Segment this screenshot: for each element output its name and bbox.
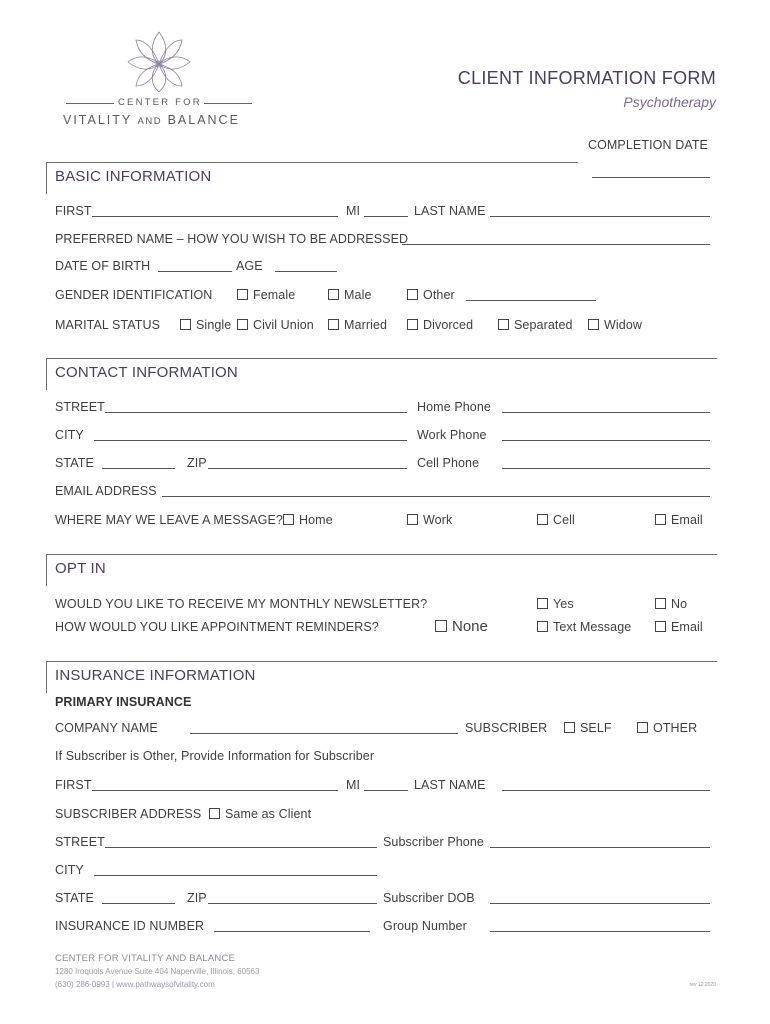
sub-street-label: STREET	[55, 835, 105, 849]
last-name-field[interactable]	[490, 216, 710, 217]
checkbox-icon[interactable]	[564, 722, 575, 733]
reminders-question: HOW WOULD YOU LIKE APPOINTMENT REMINDERS?	[55, 620, 379, 634]
primary-insurance-label: PRIMARY INSURANCE	[55, 695, 192, 709]
message-home-option[interactable]: Home	[283, 513, 333, 527]
sub-street-field[interactable]	[105, 847, 377, 848]
sub-state-label: STATE	[55, 891, 94, 905]
logo-balance: BALANCE	[167, 113, 240, 127]
marital-married-option[interactable]: Married	[328, 318, 387, 332]
basic-section-rule	[46, 162, 578, 163]
sub-city-field[interactable]	[94, 875, 377, 876]
newsletter-question: WOULD YOU LIKE TO RECEIVE MY MONTHLY NEWSLETTER?	[55, 597, 428, 611]
marital-divorced-option[interactable]: Divorced	[407, 318, 473, 332]
home-phone-label: Home Phone	[417, 400, 491, 414]
zip-field[interactable]	[208, 468, 407, 469]
checkbox-icon[interactable]	[407, 289, 418, 300]
checkbox-icon[interactable]	[180, 319, 191, 330]
street-field[interactable]	[105, 412, 407, 413]
if-other-note: If Subscriber is Other, Provide Information for Subscriber	[55, 749, 375, 763]
email-address-label: EMAIL ADDRESS	[55, 484, 157, 498]
message-email-option[interactable]: Email	[655, 513, 703, 527]
logo-rule-right	[204, 103, 252, 104]
subscriber-phone-label: Subscriber Phone	[383, 835, 484, 849]
basic-section-bar	[46, 162, 47, 194]
footer-address: 1280 Iroquois Avenue Suite 404 Naperville, Illinois, 60563	[55, 967, 260, 976]
gender-other-option[interactable]: Other	[407, 288, 455, 302]
logo-line2	[63, 113, 240, 127]
marital-single-option[interactable]: Single	[180, 318, 231, 332]
age-field[interactable]	[275, 271, 337, 272]
sub-mi-label: MI	[346, 778, 361, 792]
form-subtitle: Psychotherapy	[623, 94, 716, 110]
reminders-none-option[interactable]: None	[435, 618, 488, 635]
checkbox-icon[interactable]	[283, 514, 294, 525]
street-label: STREET	[55, 400, 105, 414]
state-label: STATE	[55, 456, 94, 470]
footer-contact: (630) 286-0993 | www.pathwaysofvitality.com	[55, 980, 215, 989]
subscriber-address-label: SUBSCRIBER ADDRESS	[55, 807, 202, 821]
mi-field[interactable]	[364, 216, 408, 217]
marital-widow-option[interactable]: Widow	[588, 318, 642, 332]
preferred-name-label: PREFERRED NAME – HOW YOU WISH TO BE ADDRESSED	[55, 232, 409, 246]
dob-field[interactable]	[158, 271, 232, 272]
contact-section-bar	[46, 358, 47, 390]
insurance-section-rule	[46, 661, 717, 662]
basic-heading: BASIC INFORMATION	[55, 168, 212, 185]
newsletter-yes-option[interactable]: Yes	[537, 597, 574, 611]
sub-state-field[interactable]	[102, 903, 175, 904]
sub-first-label: FIRST	[55, 778, 92, 792]
group-number-label: Group Number	[383, 919, 467, 933]
message-label: WHERE MAY WE LEAVE A MESSAGE?	[55, 513, 283, 527]
reminders-text-option[interactable]: Text Message	[537, 620, 631, 634]
lotus-flower-icon	[120, 28, 198, 94]
contact-heading: CONTACT INFORMATION	[55, 364, 238, 381]
checkbox-icon[interactable]	[537, 598, 548, 609]
subscriber-phone-field[interactable]	[490, 847, 710, 848]
sub-mi-field[interactable]	[364, 790, 408, 791]
logo-vitality: VITALITY	[63, 113, 133, 127]
state-field[interactable]	[102, 468, 175, 469]
sub-last-name-label: LAST NAME	[414, 778, 486, 792]
home-phone-field[interactable]	[502, 412, 710, 413]
sub-city-label: CITY	[55, 863, 84, 877]
checkbox-icon[interactable]	[655, 514, 666, 525]
checkbox-icon[interactable]	[655, 598, 666, 609]
mi-label: MI	[346, 204, 361, 218]
gender-male-option[interactable]: Male	[328, 288, 372, 302]
checkbox-icon[interactable]	[537, 514, 548, 525]
checkbox-icon[interactable]	[655, 621, 666, 632]
first-label: FIRST	[55, 204, 92, 218]
group-number-field[interactable]	[490, 931, 710, 932]
sub-zip-label: ZIP	[187, 891, 207, 905]
subscriber-self-option[interactable]: SELF	[564, 721, 612, 735]
same-as-client-option[interactable]: Same as Client	[209, 807, 311, 821]
insurance-section-bar	[46, 661, 47, 693]
marital-separated-option[interactable]: Separated	[498, 318, 573, 332]
gender-label: GENDER IDENTIFICATION	[55, 288, 213, 302]
insurance-id-field[interactable]	[214, 931, 370, 932]
age-label: AGE	[236, 259, 263, 273]
insurance-id-label: INSURANCE ID NUMBER	[55, 919, 205, 933]
footer-revision: rev 12.2020	[689, 982, 716, 988]
gender-other-field[interactable]	[466, 300, 596, 301]
checkbox-icon[interactable]	[237, 289, 248, 300]
company-name-field[interactable]	[190, 733, 458, 734]
sub-first-field[interactable]	[92, 790, 338, 791]
message-cell-option[interactable]: Cell	[537, 513, 575, 527]
message-work-option[interactable]: Work	[407, 513, 452, 527]
checkbox-icon[interactable]	[498, 319, 509, 330]
optin-section-rule	[46, 554, 717, 555]
reminders-email-option[interactable]: Email	[655, 620, 703, 634]
completion-date-field[interactable]	[592, 177, 710, 178]
checkbox-icon[interactable]	[328, 289, 339, 300]
logo-rule-left	[66, 103, 114, 104]
checkbox-icon[interactable]	[637, 722, 648, 733]
sub-last-name-field[interactable]	[502, 790, 710, 791]
checkbox-icon[interactable]	[537, 621, 548, 632]
insurance-heading: INSURANCE INFORMATION	[55, 667, 256, 684]
subscriber-dob-field[interactable]	[490, 903, 710, 904]
city-label: CITY	[55, 428, 84, 442]
completion-date-label: COMPLETION DATE	[587, 138, 708, 152]
checkbox-icon[interactable]	[435, 620, 447, 632]
last-name-label: LAST NAME	[414, 204, 486, 218]
checkbox-icon[interactable]	[407, 319, 418, 330]
email-address-field[interactable]	[162, 496, 710, 497]
subscriber-other-option[interactable]: OTHER	[637, 721, 697, 735]
checkbox-icon[interactable]	[209, 808, 220, 819]
footer-name: CENTER FOR VITALITY AND BALANCE	[55, 953, 236, 964]
contact-section-rule	[46, 358, 717, 359]
first-field[interactable]	[92, 216, 338, 217]
cell-phone-label: Cell Phone	[417, 456, 480, 470]
newsletter-no-option[interactable]: No	[655, 597, 687, 611]
marital-civil-option[interactable]: Civil Union	[237, 318, 314, 332]
preferred-name-field[interactable]	[402, 244, 710, 245]
optin-section-bar	[46, 554, 47, 586]
form-title: CLIENT INFORMATION FORM	[457, 68, 716, 88]
dob-label: DATE OF BIRTH	[55, 259, 151, 273]
sub-zip-field[interactable]	[208, 903, 377, 904]
logo-line1: CENTER FOR	[118, 97, 202, 108]
checkbox-icon[interactable]	[328, 319, 339, 330]
optin-heading: OPT IN	[55, 560, 106, 577]
work-phone-label: Work Phone	[417, 428, 487, 442]
city-field[interactable]	[94, 440, 407, 441]
marital-label: MARITAL STATUS	[55, 318, 161, 332]
gender-female-option[interactable]: Female	[237, 288, 295, 302]
subscriber-label: SUBSCRIBER	[465, 721, 548, 735]
checkbox-icon[interactable]	[588, 319, 599, 330]
logo-and: AND	[137, 116, 163, 127]
subscriber-dob-label: Subscriber DOB	[383, 891, 475, 905]
checkbox-icon[interactable]	[407, 514, 418, 525]
work-phone-field[interactable]	[502, 440, 710, 441]
cell-phone-field[interactable]	[502, 468, 710, 469]
company-name-label: COMPANY NAME	[55, 721, 158, 735]
zip-label: ZIP	[187, 456, 207, 470]
checkbox-icon[interactable]	[237, 319, 248, 330]
